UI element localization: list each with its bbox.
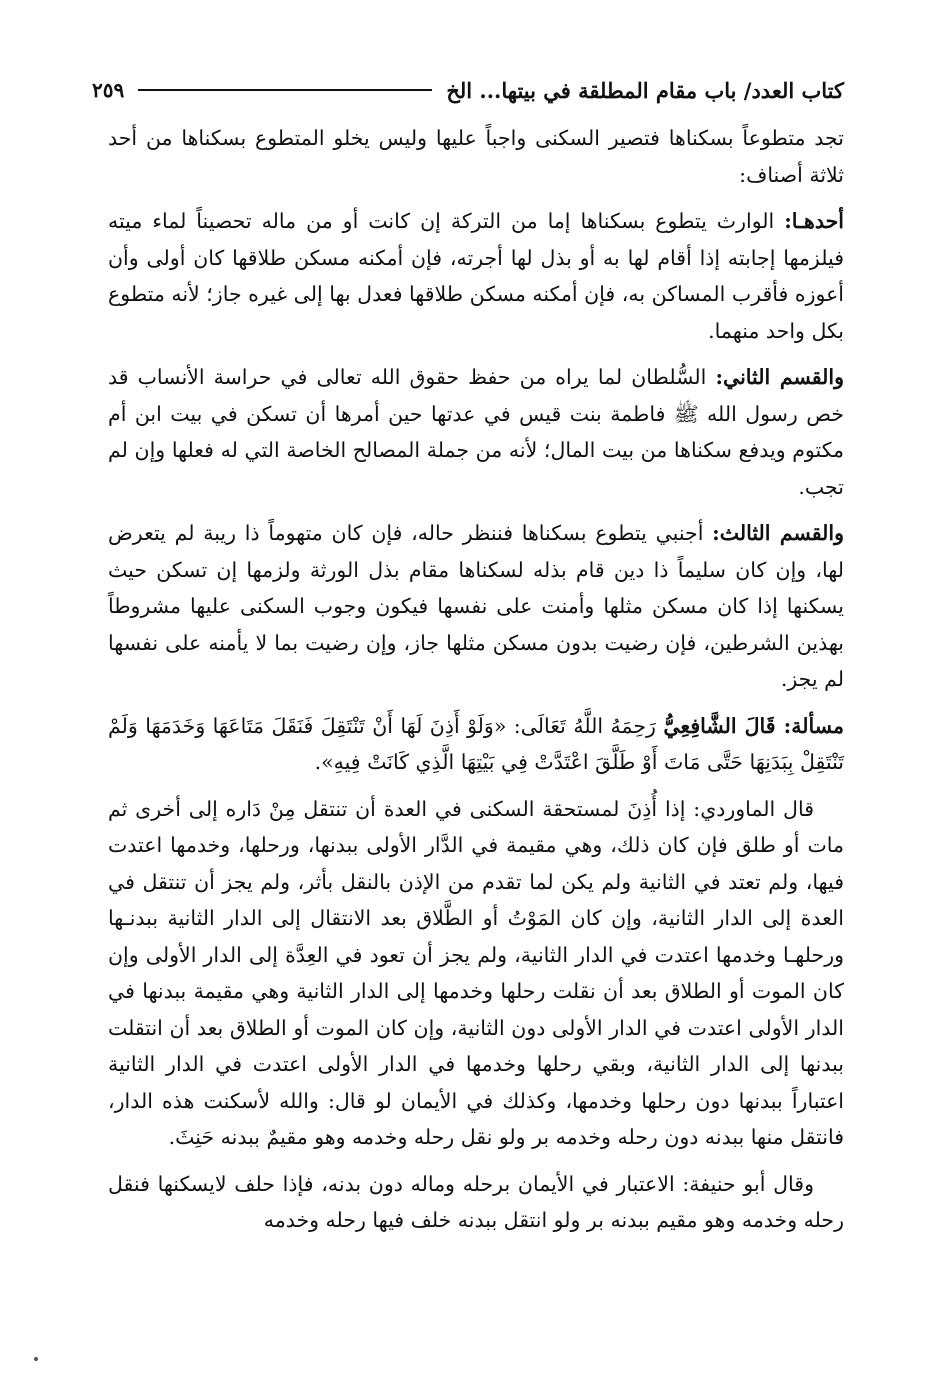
paragraph-text: قال الماوردي: إذا أُذِنَ لمستحقة السكنى في العدة أن تنتقل مِنْ دَاره إلى أخرى ثم مات أو طلق فإن كان ذلك، وهي مقيمة في الدَّار الأولى ببدنها، ورحلها، وخدمها اعتدت فيها، ولم تعتد في الثانية ولم يكن لما تقدم من الإذن بالنقل بأثر، ولم يجز أن تنتقل في العدة إلى الدار الثانية، وإن كان المَوْتُ أو الطَّلاق بعد الانتقال إلى الدار الثانية ببدنـها ورحلهـا وخدمها اعتدت في الدار الثانية، ولم يجز أن تعود في العِدَّة إلى الدار الأولى وإن كان الموت أو الطلاق بعد أن نقلت رحلها وخدمها إلى الدار الثانية وهي مقيمة ببدنها في الدار الأولى اعتدت في الدار الأولى دون الثانية، وإن كان الموت أو الطلاق بعد أن انتقلت ببدنها إلى الدار الثانية، وبقي رحلها وخدمها في الدار الأولى اعتدت في الدار الثانية اعتباراً ببدنها دون رحلها وخدمها، وكذلك في الأيمان لو قال: والله لأسكنت هذه الدار، فانتقل منها ببدنه دون رحله وخدمه بر ولو نقل رحله وخدمه وهو مقيمٌ ببدنه حَنِثَ. <box>108 796 844 1149</box>
paragraph-lead: أحدهـا: <box>784 209 844 233</box>
paragraph-text: تجد متطوعاً بسكناها فتصير السكنى واجباً عليها وليس يخلو المتطوع بسكناها من أحد ثلاثة أصناف: <box>108 126 844 187</box>
paragraph-lead: مسألة: قَالَ الشَّافِعِيُّ <box>663 713 844 738</box>
paragraph-text: رَحِمَهُ اللَّهُ تَعَالَى: «وَلَوْ أَذِنَ لَهَا أَنْ تَنْتَقِلَ فَنَقَلَ مَتَاعَهَا وَخَدَمَهَا وَلَمْ تَنْتَقِلْ بِبَدَنِهَا حَتَّى مَاتَ أَوْ طَلَّقَ اعْتَدَّتْ فِي بَيْتِهَا الَّذِي كَانَتْ فِيهِ». <box>108 713 844 774</box>
body-text <box>108 120 844 1335</box>
paragraph-abu-hanifa <box>108 1166 844 1239</box>
paragraph-mawardi <box>108 791 844 1156</box>
running-header <box>92 70 844 110</box>
paragraph-text: الوارث يتطوع بسكناها إما من التركة إن كانت أو من ماله تحصيناً لماء ميته فيلزمها إجابته إذا أقام لها به أو بذل لها أجرته، فإن أمكنه مسكن طلاقها كان أولى وأن أعوزه فأقرب المساكن به، فإن أمكنه مسكن طلاقها فعدل بها إلى غيره جاز؛ لأنه متطوع بكل واحد منهما. <box>108 209 844 343</box>
header-rule <box>138 89 432 91</box>
scan-speck <box>34 1357 38 1361</box>
paragraph-intro <box>108 120 844 193</box>
page-number: ٢٥٩ <box>92 78 125 102</box>
chapter-title: كتاب العدد/ باب مقام المطلقة في بيتها... الخ <box>446 77 844 103</box>
paragraph-second-type <box>108 359 844 505</box>
paragraph-lead: والقسم الثالث: <box>712 521 844 545</box>
paragraph-lead: والقسم الثاني: <box>715 365 844 389</box>
paragraph-masala <box>108 708 844 781</box>
paragraph-text: وقال أبو حنيفة: الاعتبار في الأيمان برحله وماله دون بدنه، فإذا حلف لايسكنها فنقل رحله وخدمه وهو مقيم ببدنه بر ولو انتقل ببدنه خلف فيها رحله وخدمه <box>108 1171 844 1232</box>
paragraph-text: السُّلطان لما يراه من حفظ حقوق الله تعالى في حراسة الأنساب قد خص رسول الله ﷺ فاطمة بنت قيس في عدتها حين أمرها أن تسكن في بيت ابن أم مكتوم ويدفع سكناها من بيت المال؛ لأنه من جملة المصالح الخاصة التي له فعلها وإن لم تجب. <box>108 365 844 499</box>
paragraph-third-type <box>108 515 844 698</box>
paragraph-first-type <box>108 203 844 349</box>
paragraph-text: أجنبي يتطوع بسكناها فننظر حاله، فإن كان متهوماً ذا ريبة لم يتعرض لها، وإن كان سليماً ذا دين قام بذله لسكناها مقام بذل الورثة ولزمها إن تسكن حيث يسكنها إذا كان مسكن مثلها وأمنت على نفسها فيكون وجوب السكنى عليها مشروطاً بهذين الشرطين، فإن رضيت بدون مسكن مثلها جاز، وإن رضيت بما لا يأمنه على نفسها لم يجز. <box>108 521 844 691</box>
